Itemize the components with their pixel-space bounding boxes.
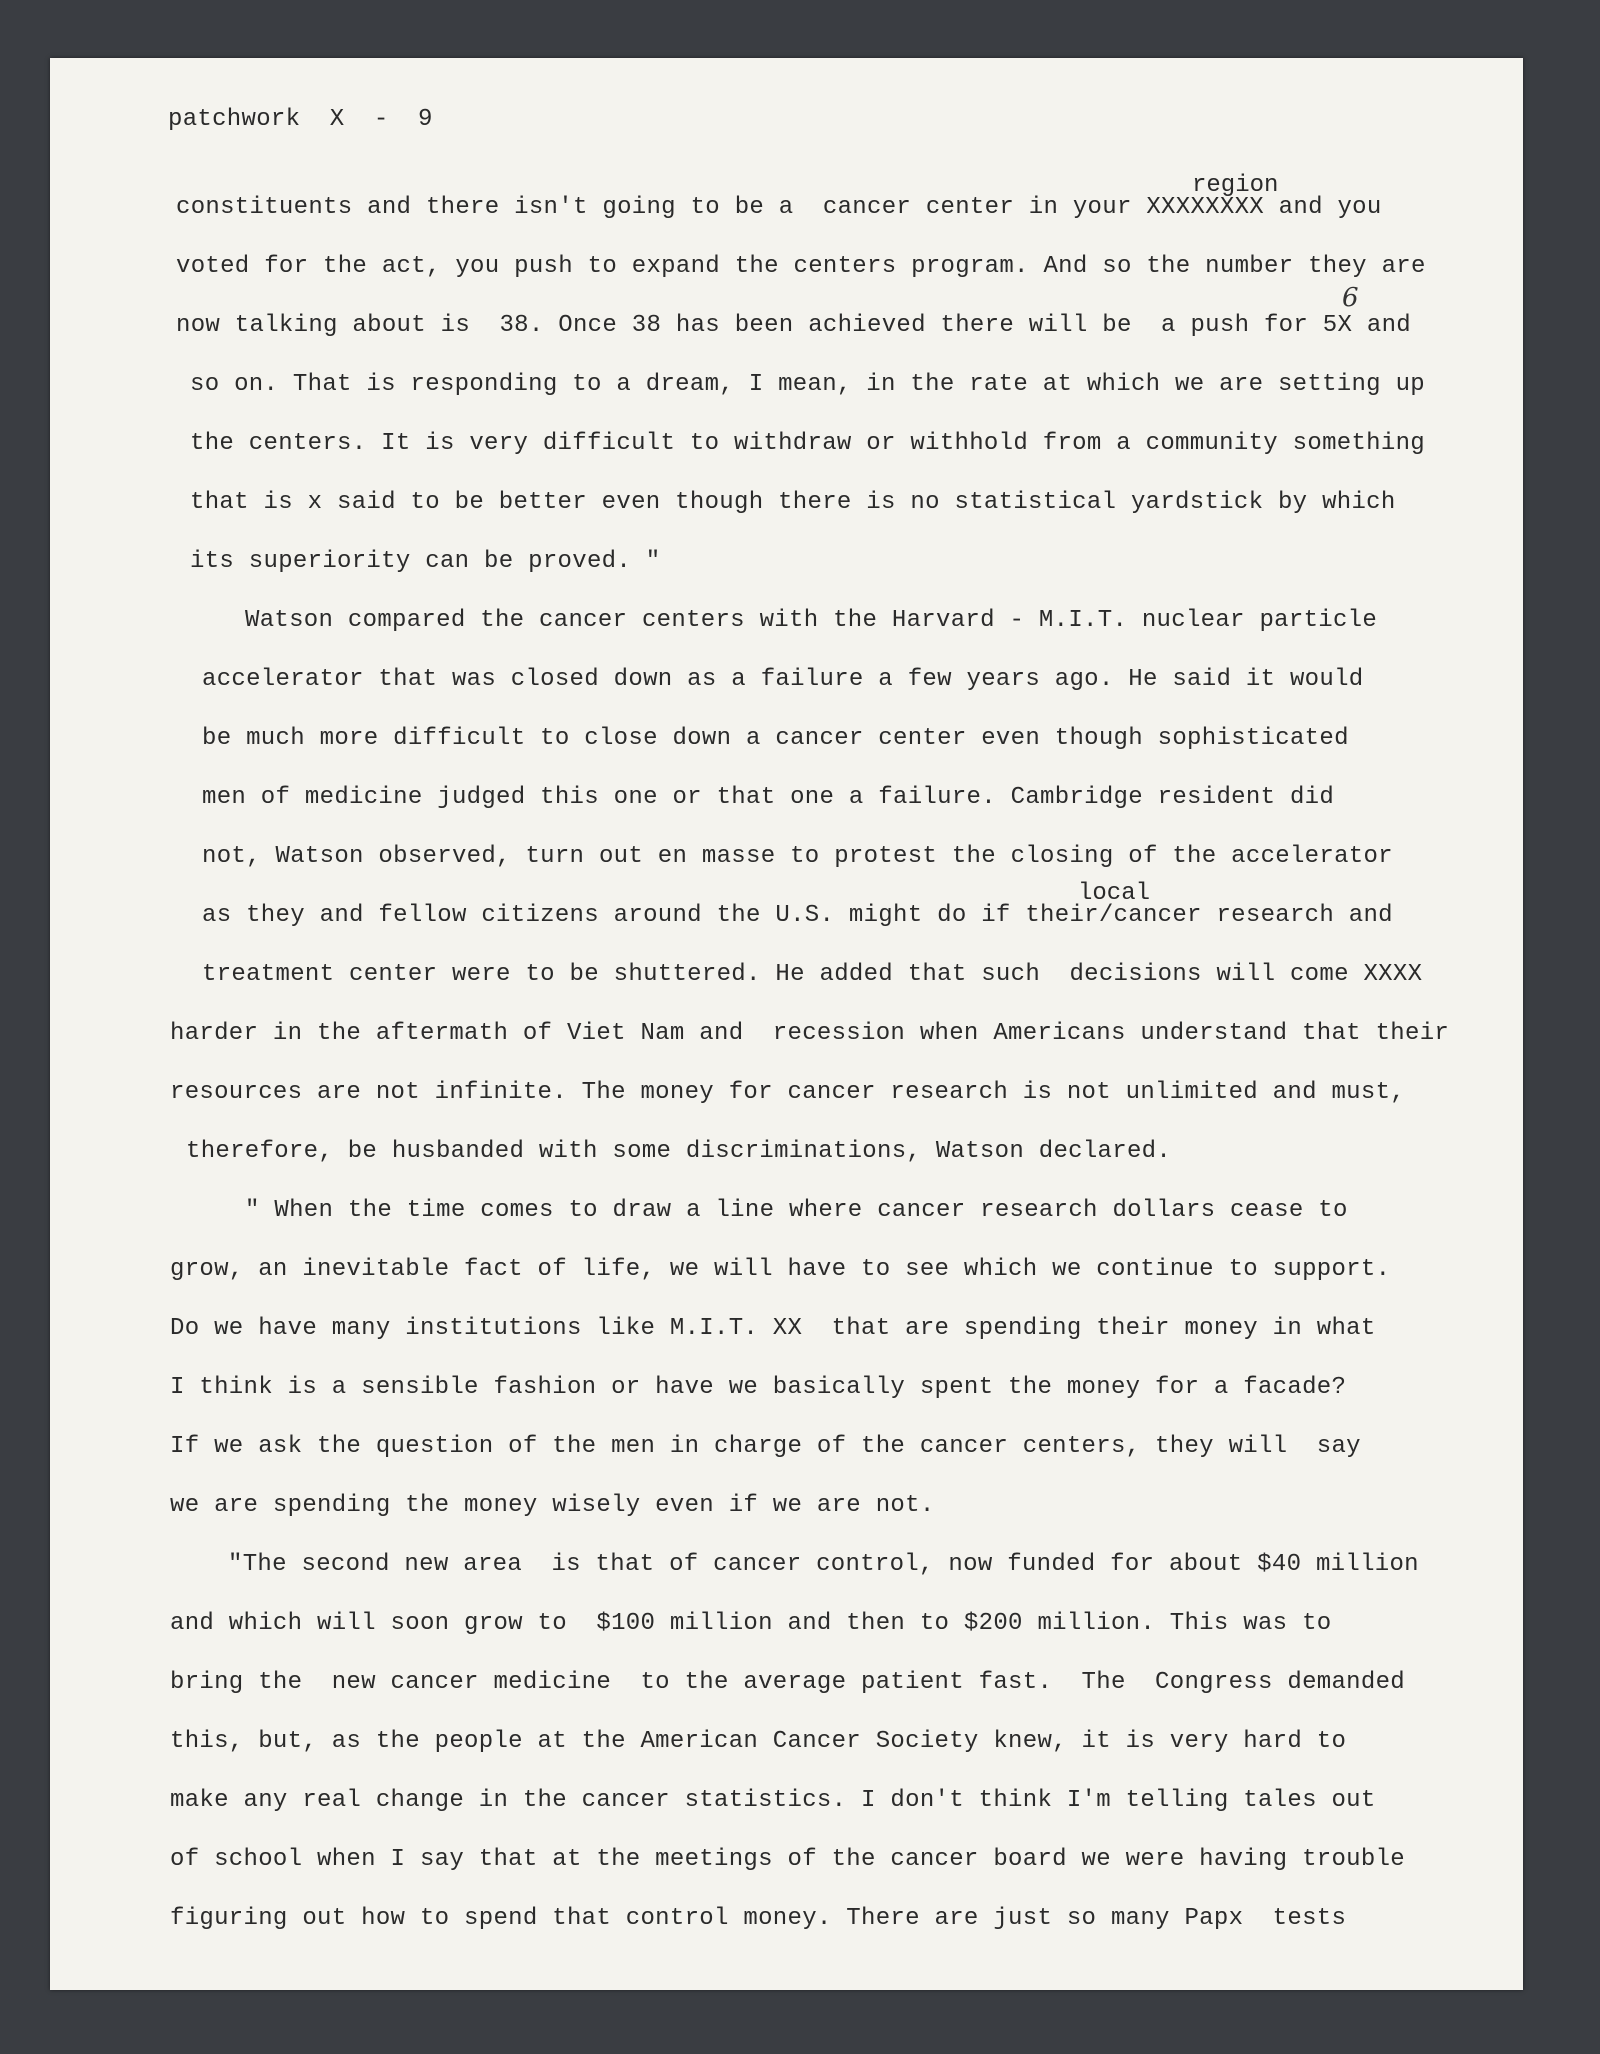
text-line: be much more difficult to close down a cancer center even though sophisticated <box>202 725 1349 752</box>
text-line: therefore, be husbanded with some discriminations, Watson declared. <box>186 1138 1172 1165</box>
text-line: "The second new area is that of cancer control, now funded for about $40 million <box>228 1551 1419 1578</box>
text-line: voted for the act, you push to expand the centers program. And so the number they are <box>176 253 1426 280</box>
text-line: we are spending the money wisely even if we are not. <box>170 1492 935 1519</box>
text-line: Watson compared the cancer centers with the Harvard - M.I.T. nuclear particle <box>245 607 1378 634</box>
text-line: now talking about is 38. Once 38 has been achieved there will be a push for 5X and <box>176 312 1411 339</box>
typed-page <box>50 58 1523 1990</box>
text-line: the centers. It is very difficult to withdraw or withhold from a community something <box>190 430 1425 457</box>
text-line: figuring out how to spend that control money. There are just so many Papx tests <box>170 1905 1347 1932</box>
text-line: its superiority can be proved. " <box>190 548 661 575</box>
text-line: this, but, as the people at the American Cancer Society knew, it is very hard to <box>170 1728 1347 1755</box>
text-line: harder in the aftermath of Viet Nam and recession when Americans understand that their <box>170 1020 1450 1047</box>
text-line: so on. That is responding to a dream, I mean, in the rate at which we are setting up <box>190 371 1425 398</box>
annotation-handwritten-six: 6 <box>1342 283 1359 313</box>
text-line: that is x said to be better even though there is no statistical yardstick by which <box>190 489 1396 516</box>
text-line: not, Watson observed, turn out en masse to protest the closing of the accelerator <box>202 843 1393 870</box>
text-line: I think is a sensible fashion or have we basically spent the money for a facade? <box>170 1374 1347 1401</box>
text-line: of school when I say that at the meetings of the cancer board we were having trouble <box>170 1846 1405 1873</box>
text-line: " When the time comes to draw a line where cancer research dollars cease to <box>245 1197 1348 1224</box>
text-line: resources are not infinite. The money for cancer research is not unlimited and must, <box>170 1079 1405 1106</box>
annotation-region: region <box>1192 172 1279 199</box>
text-line: and which will soon grow to $100 million and then to $200 million. This was to <box>170 1610 1332 1637</box>
text-line: If we ask the question of the men in charge of the cancer centers, they will say <box>170 1433 1361 1460</box>
text-line: Do we have many institutions like M.I.T. XX that are spending their money in what <box>170 1315 1376 1342</box>
text-line: constituents and there isn't going to be a cancer center in your XXXXXXXX and you <box>176 194 1382 221</box>
text-line: grow, an inevitable fact of life, we will have to see which we continue to support. <box>170 1256 1391 1283</box>
page-header: patchwork X - 9 <box>168 106 433 133</box>
annotation-local: local <box>1078 880 1151 907</box>
text-line: men of medicine judged this one or that one a failure. Cambridge resident did <box>202 784 1335 811</box>
text-line: accelerator that was closed down as a failure a few years ago. He said it would <box>202 666 1364 693</box>
text-line: bring the new cancer medicine to the average patient fast. The Congress demanded <box>170 1669 1405 1696</box>
text-line: as they and fellow citizens around the U.S. might do if their/cancer research and <box>202 902 1393 929</box>
text-line: treatment center were to be shuttered. He added that such decisions will come XXXX <box>202 961 1423 988</box>
text-line: make any real change in the cancer statistics. I don't think I'm telling tales out <box>170 1787 1376 1814</box>
